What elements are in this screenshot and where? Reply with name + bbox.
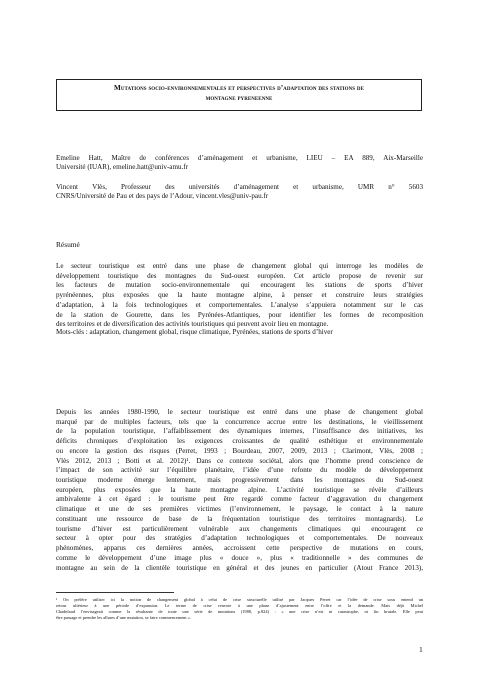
body-line: déficits chroniques d’exploitation les exigences croissantes de qualité esthétique et environnementale: [56, 437, 423, 446]
body-paragraph: [56, 408, 423, 573]
footnote-line: ¹ On préfère utiliser ici la notion de changement global à celui de crise structurelle utilisé par Jacques Perret car l’idée de crise sous entend un: [56, 597, 423, 602]
body-line: touristique moderne émerge lentement, mais progressivement dans les montagnes du Sud-ouest: [56, 476, 423, 485]
article-title-line-2: montagne pyreneenne: [205, 94, 273, 102]
body-line: marqué par de multiples facteurs, tels que la concurrence accrue entre les destinations, le vieillissement: [56, 417, 423, 426]
body-line: phénomènes, apparus ces dernières années, accroissent cette perspective de mutations en cours,: [56, 544, 423, 553]
body-line: ambivalente à cet égard : le tourisme peut être regardé comme facteur d’aggravation du changement: [56, 495, 423, 504]
abstract-line: développement touristique des montagnes du Sud-ouest européen. Cet article propose de revenir sur: [56, 271, 423, 280]
body-line: Depuis les années 1980-1990, le secteur touristique est entré dans une phase de changement global: [56, 408, 423, 416]
body-line: montagne au sein de la clientèle touristique en général et des jeunes en particulier (Atout France 2013),: [56, 563, 423, 572]
keywords: [56, 328, 423, 337]
abstract-line: des territoires et de diversification des activités touristiques qui peuvent avoir lieu en montagne.: [56, 320, 329, 329]
keywords-line: Mots-clés : adaptation, changement global, risque climatique, Pyrénées, stations de sports d’hiver: [56, 328, 333, 336]
body-line: comme le développement d’une image plus « douce », plus « traditionnelle » des communes de: [56, 553, 423, 562]
body-line: secteur à opter pour des stratégies d’adaptation technologiques et comportementales. De nouveaux: [56, 534, 423, 543]
footnote-line: retour ultérieur à une période d’expansion. Le terme de crise renvoie à une phase d’ajustement entre l’offre et la demande. Mais déjà Michel: [56, 603, 423, 608]
footnote: [56, 597, 423, 621]
author-line: Vincent Vlès, Professeur des universités d’aménagement et urbanisme, UMR n° 5603: [56, 183, 423, 191]
footnote-line: Chadefaud l’envisageait comme la résultante de toute une série de mutations (1988, p.824) : « une crise n’est ni catastrophe, ni fin brutale. Elle peut: [56, 609, 423, 614]
body-line: tourisme d’hiver est particulièrement vulnérable aux changements climatiques qui encouragent ce: [56, 524, 423, 533]
article-title-box: [56, 79, 422, 111]
footnote-separator: [56, 592, 174, 593]
body-line: Vlès 2012, 2013 ; Botti et al. 2012)¹. Dans ce contexte sociétal, alors que l’homme prend conscience de: [56, 456, 423, 465]
resume-heading: Résumé: [56, 240, 80, 249]
abstract-line: les facteurs de mutation socio-environnementale qui encouragent les stations de sports d’hiver: [56, 281, 423, 290]
author-line: Université (IUAR), emeline.hatt@univ-amu.fr: [56, 163, 189, 172]
body-line: climatique et une de ses premières victimes (l’environnement, le paysage, le contact à la nature: [56, 505, 423, 514]
abstract-paragraph: [56, 262, 423, 330]
footnote-line: être passage et prendre les allures d’une mutation, se faire commencement ».: [56, 615, 191, 620]
author-emeline-hatt: [56, 154, 423, 173]
body-line: l’impact de son activité sur l’équilibre planétaire, l’idée d’une refonte du modèle de développement: [56, 466, 423, 475]
author-line: Emeline Hatt, Maître de conférences d’aménagement et urbanisme, LIEU – EA 889, Aix-Marseille: [56, 154, 423, 162]
abstract-line: pyrénéennes, plus exposées que la haute montagne alpine, à penser et construire leurs stratégies: [56, 291, 423, 300]
body-line: de la population touristique, l’affaiblissement des dynamiques internes, l’insuffisance des initiatives, les: [56, 427, 423, 436]
page-number: 1: [419, 645, 423, 654]
abstract-line: de la station de Gourette, dans les Pyrénées-Atlantiques, pour identifier les formes de recomposition: [56, 310, 423, 319]
abstract-line: Le secteur touristique est entré dans une phase de changement global qui interroge les modèles de: [56, 262, 423, 270]
body-line: ou encore la gestion des risques (Perret, 1993 ; Bourdeau, 2007, 2009, 2013 ; Clarimont, Vlès, 2008 ;: [56, 446, 423, 455]
author-line: CNRS/Université de Pau et des pays de l’Adour, vincent.vles@univ-pau.fr: [56, 192, 269, 201]
body-line: constituant une ressource de base de la fréquentation touristique des territoires montagnards). Le: [56, 514, 423, 523]
abstract-line: d’adaptation, à la fois technologiques et comportementales. L’analyse s’appuiera notamment sur le cas: [56, 300, 423, 309]
author-vincent-vles: [56, 183, 423, 202]
article-title-line-1: Mutations socio-environnementales et perspectives d’adaptation des stations de: [114, 84, 364, 92]
body-line: européen, plus exposées que la haute montagne alpine. L’activité touristique se révèle d’ailleurs: [56, 485, 423, 494]
